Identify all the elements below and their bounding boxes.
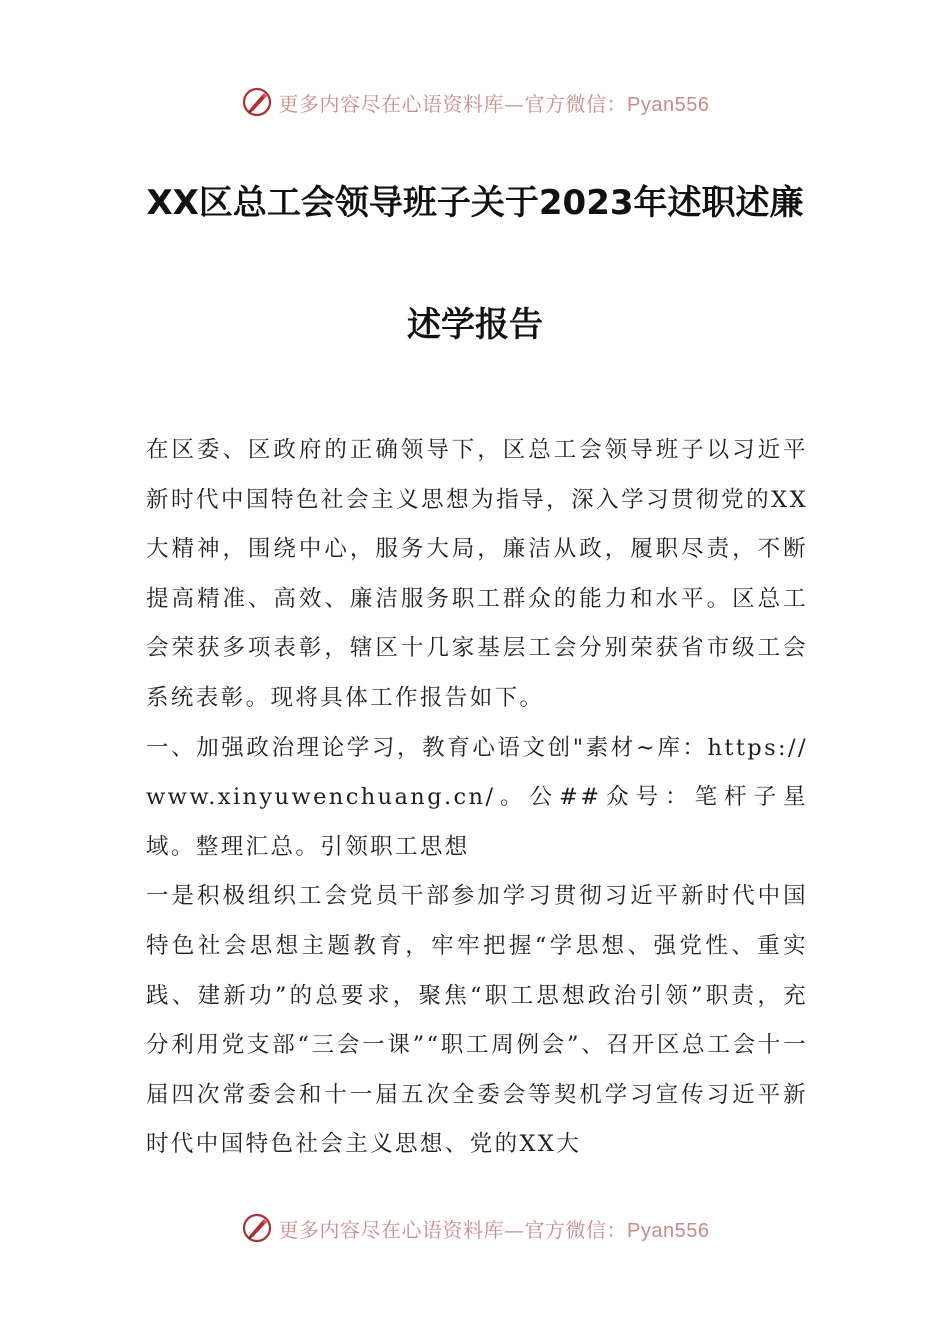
pen-logo-icon: [241, 1212, 273, 1244]
paragraph-section-heading: 一、加强政治理论学习，教育心语文创"素材~库：https://www.xinyuwenchuang.cn/。公##众号：笔杆子星域。整理汇总。引领职工思想: [146, 734, 808, 860]
paragraph-intro: 在区委、区政府的正确领导下，区总工会领导班子以习近平新时代中国特色社会主义思想为指导，深入学习贯彻党的XX大精神，围绕中心，服务大局，廉洁从政，履职尽责，不断提高精准、高效、廉洁服务职工群众的能力和水平。区总工会荣获多项表彰，辖区十几家基层工会分别荣获省市级工会系统表彰。现将具体工作报告如下。: [146, 437, 808, 711]
watermark-footer: [0, 1212, 950, 1244]
document-title-line1: XX区总工会领导班子关于2023年述职述廉: [146, 183, 804, 223]
pen-logo-icon: [241, 86, 273, 118]
watermark-text: 更多内容尽在心语资料库—官方微信：Pyan556: [278, 1217, 710, 1242]
watermark-text: 更多内容尽在心语资料库—官方微信：Pyan556: [278, 91, 710, 116]
watermark-wechat-id: Pyan556: [627, 93, 710, 116]
watermark-wechat-id: Pyan556: [627, 1219, 710, 1242]
document-title-line2: 述学报告: [407, 305, 543, 345]
document-body: [146, 426, 808, 1170]
paragraph-point-one: 一是积极组织工会党员干部参加学习贯彻习近平新时代中国特色社会思想主题教育，牢牢把握“学思想、强党性、重实践、建新功”的总要求，聚焦“职工思想政治引领”职责，充分利用党支部“三会一课”“职工周例会”、召开区总工会十一届四次常委会和十一届五次全委会等契机学习宣传习近平新时代中国特色社会主义思想、党的XX大: [146, 883, 808, 1158]
watermark-header: [0, 86, 950, 118]
